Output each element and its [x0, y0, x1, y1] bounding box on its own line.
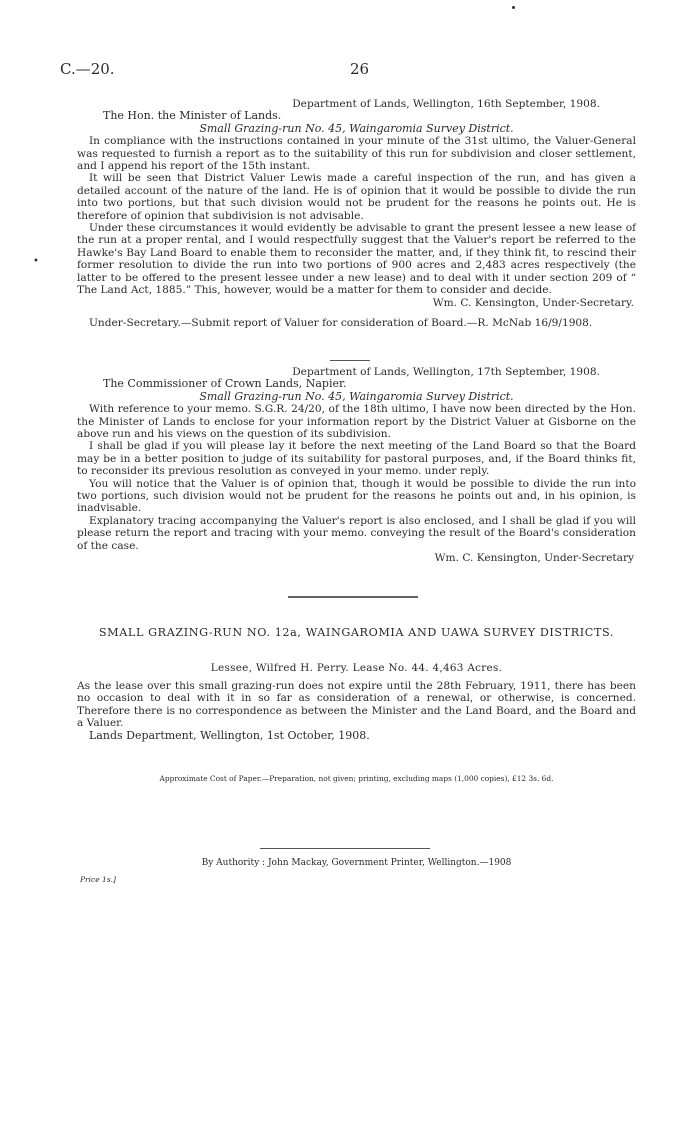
- footer-rule: [260, 848, 430, 849]
- lessee-line: Lessee, Wilfred H. Perry. Lease No. 44. 4,463 Acres.: [210, 662, 503, 674]
- letter-1-subject: Small Grazing-run No. 45, Waingaromia Survey District.: [199, 121, 514, 135]
- section-paragraph: As the lease over this small grazing-run does not expire until the 28th February, 1911, there has been no occasion to deal with it in so far as consideration of a renewal, or otherwise, is concerned. Therefore there is no correspondence as between the Minister and the Land Board, and the Board and a Valuer.: [77, 680, 636, 730]
- letter-1-paragraph: It will be seen that District Valuer Lewis made a careful inspection of the run, and has given a detailed account of the nature of the land. He is of opinion that it would be possible to divide the run into two portions, but that such division would not be prudent for the reasons he points out. He is therefore of opinion that subdivision is not advisable.: [77, 172, 636, 222]
- letter-2-subject: Small Grazing-run No. 45, Waingaromia Survey District.: [199, 389, 514, 403]
- letter-2-paragraph: With reference to your memo. S.G.R. 24/20, of the 18th ultimo, I have now been directed by the Hon. the Minister of Lands to enclose for your information report by the District Valuer at Gisborne on the above run and his views on the question of its subdivision.: [77, 403, 636, 441]
- letter-1-minute: Under-Secretary.—Submit report of Valuer for consideration of Board.—R. McNab 16/9/1908.: [89, 316, 593, 329]
- section-title: SMALL GRAZING-RUN NO. 12a, WAINGAROMIA AND UAWA SURVEY DISTRICTS.: [98, 626, 615, 639]
- section-divider: [288, 596, 418, 598]
- letter-1-dateline: Department of Lands, Wellington, 16th September, 1908.: [292, 98, 600, 110]
- page-header: [60, 60, 640, 80]
- letter-1-paragraph: Under these circumstances it would evidently be advisable to grant the present lessee a new lease of the run at a proper rental, and I would respectfully suggest that the Valuer's report be referred to the Hawke's Bay Land Board to enable them to reconsider the matter, and, if they think fit, to rescind their former resolution to divide the run into two portions of 900 acres and 2,483 acres respectively (the latter to be offered to the present lessee under a new lease) and to deal with it under section 209 of “ The Land Act, 1885.” This, however, would be a matter for them to consider and decide.: [77, 222, 636, 297]
- letter-2-dateline: Department of Lands, Wellington, 17th September, 1908.: [292, 366, 600, 378]
- letter-1-signature: Wm. C. Kensington, Under-Secretary.: [432, 296, 634, 309]
- report-reference: C.—20.: [60, 60, 115, 78]
- ink-speck: [512, 6, 515, 9]
- letter-2: [77, 366, 636, 565]
- letter-1: [77, 98, 636, 329]
- cost-note: Approximate Cost of Paper.—Preparation, not given; printing, excluding maps (1,000 copies), £12 3s. 6d.: [159, 774, 554, 783]
- letter-2-addressee: The Commissioner of Crown Lands, Napier.: [103, 377, 347, 391]
- margin-mark: •: [33, 256, 39, 267]
- section-dateline: Lands Department, Wellington, 1st October, 1908.: [89, 728, 370, 742]
- letter-2-paragraph: Explanatory tracing accompanying the Valuer's report is also enclosed, and I shall be glad if you will please return the report and tracing with your memo. conveying the result of the Board's consideration of the case.: [77, 514, 636, 552]
- page-number: 26: [350, 60, 370, 78]
- letter-1-paragraph: In compliance with the instructions contained in your minute of the 31st ultimo, the Valuer-General was requested to furnish a report as to the suitability of this run for subdivision and closer settlement, and I append his report of the 15th instant.: [77, 135, 636, 173]
- letter-1-addressee: The Hon. the Minister of Lands.: [103, 109, 282, 123]
- price-note: Price 1s.]: [80, 875, 116, 884]
- authority-line: By Authority : John Mackay, Government Printer, Wellington.—1908: [201, 858, 512, 868]
- letter-2-signature: Wm. C. Kensington, Under-Secretary: [434, 552, 634, 565]
- letter-2-paragraph: I shall be glad if you will please lay it before the next meeting of the Land Board so that the Board may be in a better position to judge of its suitability for pastoral purposes, and, if the Board thinks fit, to reconsider its previous resolution as conveyed in your memo. under reply.: [77, 440, 636, 478]
- divider: [330, 360, 370, 361]
- section-body: [77, 680, 636, 742]
- letter-2-paragraph: You will notice that the Valuer is of opinion that, though it would be possible to divide the run into two portions, such division would not be prudent for the reasons he points out and, in his opinion, is inadvisable.: [77, 477, 636, 515]
